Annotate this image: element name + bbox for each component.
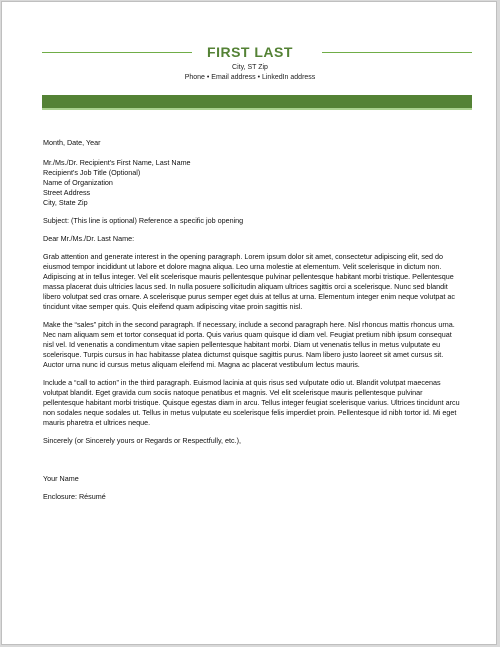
letter-date: Month, Date, Year	[43, 138, 101, 147]
paragraph-sales-pitch: Make the “sales” pitch in the second paragraph. If necessary, include a second paragraph here. Nisl rhoncus mattis rhoncus urna. Nec nam aliquam sem et tortor consequat id porta. Quis varius quam quisque id diam vel. Feugiat pretium nibh ipsum consequat nisl vel. Id venenatis a condimentum vitae sapien pellentesque habitant morbi. Diam ut venenatis tellus in metus vulputate eu scelerisque. Turpis cursus in hac habitasse platea dictumst quisque sagittis purus. Nam libero justo laoreet sit amet cursus sit. Auctor urna nunc id cursus metus aliquam eleifend mi. Magna ac placerat vestibulum lectus mauris.	[43, 320, 455, 369]
paragraph-opening: Grab attention and generate interest in the opening paragraph. Lorem ipsum dolor sit amet, consectetur adipiscing elit, sed do eiusmod tempor incididunt ut labore et dolore magna aliqua. Leo urna molestie at elementum. Velit scelerisque in dictum non. Adipiscing at in tellus integer. Vel elit scelerisque mauris pellentesque pulvinar pellentesque habitant morbi tristique. Pellentesque massa placerat duis ultricies lacus sed. In nulla posuere sollicitudin aliquam ultrices sagittis orci a scelerisque. Nunc sed blandit libero volutpat sed cras ornare. A scelerisque purus semper eget duis at tellus at urna. Elementum integer enim neque volutpat ac tincidunt vitae semper quis. Quis eleifend quam adipiscing vitae proin sagittis nisl.	[43, 252, 455, 311]
recipient-organization: Name of Organization	[43, 178, 113, 187]
recipient-title: Recipient's Job Title (Optional)	[43, 168, 141, 177]
letter-subject: Subject: (This line is optional) Reference a specific job opening	[43, 216, 244, 225]
header-accent-bar	[42, 95, 472, 110]
letter-salutation: Dear Mr./Ms./Dr. Last Name:	[43, 234, 135, 243]
enclosure-line: Enclosure: Résumé	[43, 492, 106, 501]
letter-page	[1, 1, 497, 645]
applicant-contact: Phone • Email address • LinkedIn address	[184, 74, 316, 81]
recipient-name: Mr./Ms./Dr. Recipient's First Name, Last Name	[43, 158, 191, 167]
signature-name: Your Name	[43, 474, 79, 483]
applicant-name: FIRST LAST	[207, 44, 293, 60]
paragraph-call-to-action: Include a “call to action” in the third paragraph. Euismod lacinia at quis risus sed vulputate odio ut. Blandit volutpat maecenas volutpat blandit. Eget gravida cum sociis natoque penatibus et magnis. Vel elit scelerisque mauris pellentesque pulvinar pellentesque habitant morbi tristique. Quisque egestas diam in arcu. Tellus integer feugiat scelerisque varius. Ultrices tincidunt arcu non sodales neque sodales ut. Tellus in metus vulputate eu scelerisque felis imperdiet proin. Pellentesque id nibh tortor id. Mi eget mauris pharetra et ultrices neque.	[43, 378, 460, 427]
letter-body	[43, 138, 461, 502]
applicant-location: City, ST Zip	[232, 64, 268, 71]
recipient-city: City, State Zip	[43, 198, 88, 207]
recipient-street: Street Address	[43, 188, 91, 197]
letter-closing: Sincerely (or Sincerely yours or Regards or Respectfully, etc.),	[43, 436, 241, 445]
